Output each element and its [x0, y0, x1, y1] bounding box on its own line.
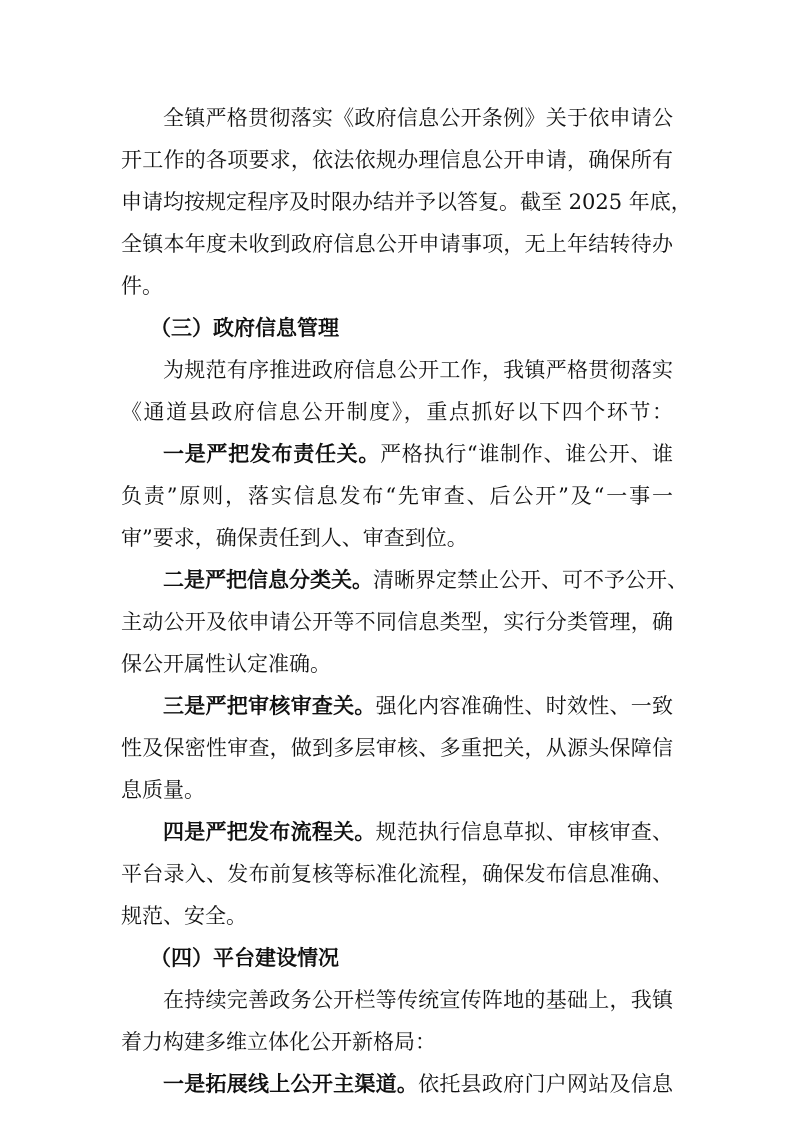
paragraph-8-line-1 — [163, 1072, 673, 1096]
paragraph-1-line-2: 开工作的各项要求，依法依规办理信息公开申请，确保所有 — [121, 148, 673, 172]
paragraph-5-lead: 三是严把审核审查关。 — [163, 693, 376, 718]
paragraph-5-line-1 — [163, 694, 673, 718]
paragraph-2-line-1: 为规范有序推进政府信息公开工作，我镇严格贯彻落实 — [163, 358, 673, 382]
section-heading-4: （四）平台建设情况 — [150, 945, 339, 970]
paragraph-3-first-rest: 严格执行“谁制作、谁公开、谁 — [380, 442, 673, 466]
paragraph-6-line-1 — [163, 820, 673, 844]
paragraph-8-lead: 一是拓展线上公开主渠道。 — [163, 1071, 419, 1096]
paragraph-2-line-2: 《通道县政府信息公开制度》，重点抓好以下四个环节： — [121, 400, 673, 424]
paragraph-3-line-1 — [163, 442, 673, 466]
paragraph-5-line-3: 息质量。 — [121, 778, 205, 802]
paragraph-1-line-3: 申请均按规定程序及时限办结并予以答复。截至 2025 年底， — [121, 190, 692, 214]
paragraph-4-line-1 — [163, 567, 688, 592]
paragraph-5-line-2: 性及保密性审查，做到多层审核、多重把关，从源头保障信 — [121, 736, 673, 760]
paragraph-3-lead: 一是严把发布责任关。 — [163, 441, 381, 466]
paragraph-3-line-3: 审”要求，确保责任到人、审查到位。 — [121, 526, 468, 550]
paragraph-1-line-4: 全镇本年度未收到政府信息公开申请事项，无上年结转待办 — [121, 232, 673, 256]
paragraph-7-line-2: 着力构建多维立体化公开新格局： — [121, 1030, 436, 1054]
paragraph-4-line-3: 保公开属性认定准确。 — [121, 652, 331, 676]
paragraph-6-lead: 四是严把发布流程关。 — [163, 819, 376, 844]
section-heading-3: （三）政府信息管理 — [150, 315, 339, 340]
paragraph-4-first-rest: 清晰界定禁止公开、可不予公开、 — [373, 568, 688, 592]
paragraph-6-line-2: 平台录入、发布前复核等标准化流程，确保发布信息准确、 — [121, 862, 673, 886]
paragraph-4-lead: 二是严把信息分类关。 — [163, 567, 373, 592]
paragraph-4-line-2: 主动公开及依申请公开等不同信息类型，实行分类管理，确 — [121, 610, 673, 634]
paragraph-7-line-1: 在持续完善政务公开栏等传统宣传阵地的基础上，我镇 — [163, 988, 673, 1012]
paragraph-1-line-1: 全镇严格贯彻落实《政府信息公开条例》关于依申请公 — [163, 106, 673, 130]
paragraph-8-first-rest: 依托县政府门户网站及信息 — [418, 1072, 674, 1096]
paragraph-6-first-rest: 规范执行信息草拟、审核审查、 — [375, 820, 673, 844]
paragraph-3-line-2: 负责”原则，落实信息发布“先审查、后公开”及“一事一 — [121, 484, 673, 508]
paragraph-1-line-5: 件。 — [121, 274, 163, 298]
paragraph-6-line-3: 规范、安全。 — [121, 904, 247, 928]
paragraph-5-first-rest: 强化内容准确性、时效性、一致 — [375, 694, 673, 718]
